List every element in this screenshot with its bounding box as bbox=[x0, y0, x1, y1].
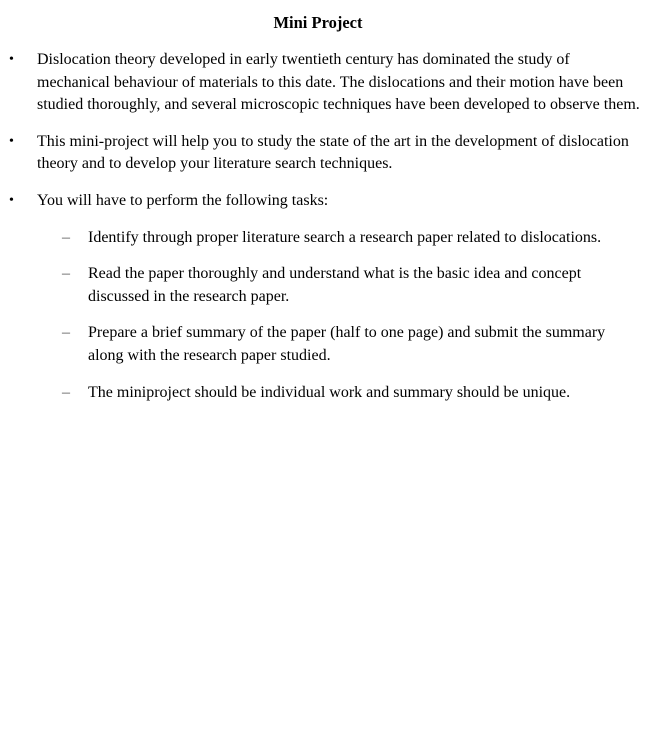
bullet-text: Dislocation theory developed in early twentieth century has dominated the study of mechanical behaviour of materials to this date. The dislocations and their motion have been studied thoroughly, and several microscopic techniques have been developed to observe them. bbox=[37, 51, 640, 114]
dash-icon: – bbox=[62, 324, 70, 342]
bullet-item bbox=[0, 190, 658, 404]
page-title: Mini Project bbox=[273, 13, 363, 32]
bullet-icon: • bbox=[9, 52, 14, 67]
bullet-icon: • bbox=[9, 133, 14, 149]
task-text: The miniproject should be individual work and summary should be unique. bbox=[88, 383, 571, 401]
task-text: Read the paper thoroughly and understand what is the basic idea and concept discussed in the research paper. bbox=[88, 265, 582, 305]
task-item bbox=[37, 382, 644, 405]
task-item bbox=[37, 227, 644, 250]
bullet-item bbox=[0, 49, 658, 117]
dash-icon: – bbox=[62, 228, 70, 246]
task-item bbox=[37, 263, 644, 308]
dash-icon: – bbox=[62, 383, 70, 401]
bullet-text: This mini-project will help you to study the state of the art in the development of dislocation theory and to develop your literature search techniques. bbox=[37, 132, 629, 173]
bullet-list bbox=[0, 49, 658, 418]
task-text: Prepare a brief summary of the paper (half to one page) and submit the summary along with the research paper studied. bbox=[88, 324, 606, 364]
bullet-icon: • bbox=[9, 192, 14, 208]
task-text: Identify through proper literature search a research paper related to dislocations. bbox=[88, 228, 602, 246]
bullet-item bbox=[0, 131, 658, 176]
bullet-text: You will have to perform the following tasks: bbox=[37, 191, 329, 209]
task-item bbox=[37, 322, 644, 367]
dash-icon: – bbox=[62, 265, 70, 283]
task-list bbox=[37, 227, 644, 405]
